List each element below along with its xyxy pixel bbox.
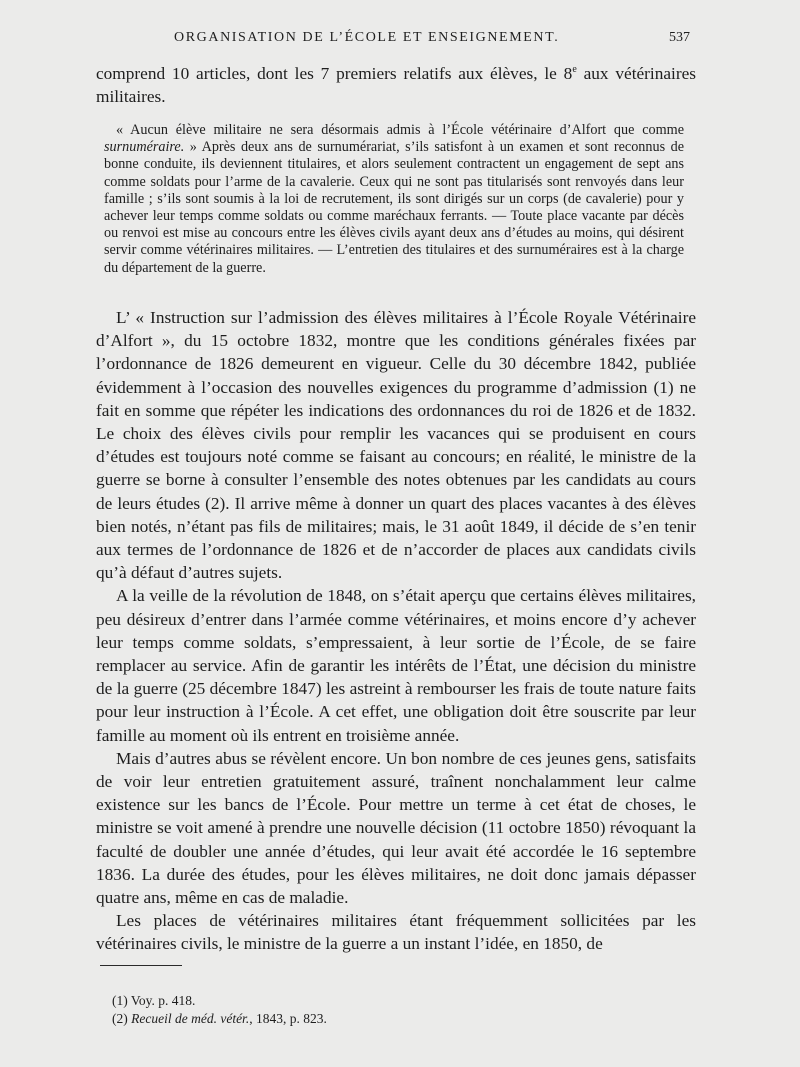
- footnote-2: [112, 1010, 612, 1028]
- paragraph-2: A la veille de la révolution de 1848, on s’était aperçu que certains élèves militaires, peu désireux d’entrer dans l’armée comme vétérinaires, et moins encore d’y achever leur temps comme soldats, s’empressaient, à leur sortie de l’École, de se faire remplacer au service. Afin de garantir les intérêts de l’État, une décision du ministre de la guerre (25 décembre 1847) les astreint à rembourser les frais de toute nature faits pour leur instruction à l’École. A cet effet, une obligation doit être souscrite par leur famille au moment où ils entrent en troisième année.: [96, 586, 696, 745]
- intro-after-sup: aux vétérinaires militaires.: [96, 64, 696, 107]
- running-title: ORGANISATION DE L’ÉCOLE ET ENSEIGNEMENT.: [174, 30, 560, 45]
- main-text: [96, 306, 696, 956]
- paragraph-3: Mais d’autres abus se révèlent encore. Un bon nombre de ces jeunes gens, satisfaits de voir leur entretien gratuitement assuré, traînent nonchalamment leur calme existence sur les bancs de l’École. Pour mettre un terme à cet état de choses, le ministre se voit amené à prendre une nouvelle décision (11 octobre 1850) révoquant la faculté de doubler une année d’études, qui leur avait été accordée le 16 septembre 1836. La durée des études, pour les élèves militaires, ne doit donc jamais dépasser quatre ans, même en cas de maladie.: [96, 748, 696, 908]
- footnote-2-text: , 1843, p. 823.: [249, 1011, 327, 1026]
- quote-italic: surnuméraire.: [104, 139, 185, 156]
- quote-part-1: « Aucun élève militaire ne sera désormais admis à l’École vétérinaire d’Alfort que comme: [116, 122, 684, 138]
- footnote-2-marker: (2): [112, 1011, 128, 1026]
- footnote-1: [112, 992, 612, 1010]
- paragraph-4: Les places de vétérinaires militaires étant fréquemment sollicitées par les vétérinaires civils, le ministre de la guerre a un instant l’idée, en 1850, de: [96, 911, 696, 954]
- quote-paragraph: [104, 122, 684, 277]
- page-number: 537: [669, 30, 690, 45]
- page-header: [96, 30, 690, 56]
- quote-part-2: » Après deux ans de surnumérariat, s’ils satisfont à un examen et sont reconnus de bonne conduite, ils deviennent titulaires, et alors seulement contractent un engagement de sept ans comme soldats pour l’arme de la cavalerie. Ceux qui ne sont pas titularisés sont renvoyés dans leur famille ; s’ils sont soumis à la loi de recrutement, ils sont dirigés sur un corps (de cavalerie) pour y achever leur temps comme soldats ou comme maréchaux ferrants. — Toute place vacante par décès ou renvoi est mise au concours entre les élèves civils ayant deux ans d’études au moins, qui désirent servir comme vétérinaires militaires. — L’entretien des titulaires et des surnuméraires est à la charge du département de la guerre.: [104, 139, 684, 276]
- footnote-1-text: Voy. p. 418.: [127, 993, 196, 1008]
- intro-superscript: e: [572, 64, 577, 76]
- quoted-passage: [104, 122, 684, 277]
- footnotes: [112, 992, 612, 1028]
- paragraph-1: L’ « Instruction sur l’admission des élèves militaires à l’École Royale Vétérinaire d’Alfort », du 15 octobre 1832, montre que les conditions générales fixées par l’ordonnance de 1826 demeurent en vigueur. Celle du 30 décembre 1842, publiée évidemment à l’occasion des nouvelles exigences du programme d’admission (1) ne fait en somme que répéter les indications des ordonnances du roi de 1826 et de 1832. Le choix des élèves civils pour remplir les vacances qui se produisent en cours d’études est toujours noté comme se faisant au concours; en réalité, le ministre de la guerre se borne à consulter l’ensemble des notes obtenues par les candidats au cours de leurs études (2). Il arrive même à donner un quart des places vacantes à des élèves bien notés, n’étant pas fils de militaires; mais, le 31 août 1849, il décide de s’en tenir aux termes de l’ordonnance de 1826 et de n’accorder de places aux candidats civils qu’à défaut d’autres sujets.: [96, 308, 696, 583]
- intro-text: [96, 62, 696, 108]
- footnote-1-marker: (1): [112, 993, 128, 1008]
- intro-before-sup: comprend 10 articles, dont les 7 premiers relatifs aux élèves, le 8: [96, 64, 573, 83]
- footnote-divider: [100, 965, 182, 966]
- footnote-2-italic: Recueil de méd. vétér.: [127, 1011, 250, 1026]
- intro-paragraph: [96, 62, 696, 108]
